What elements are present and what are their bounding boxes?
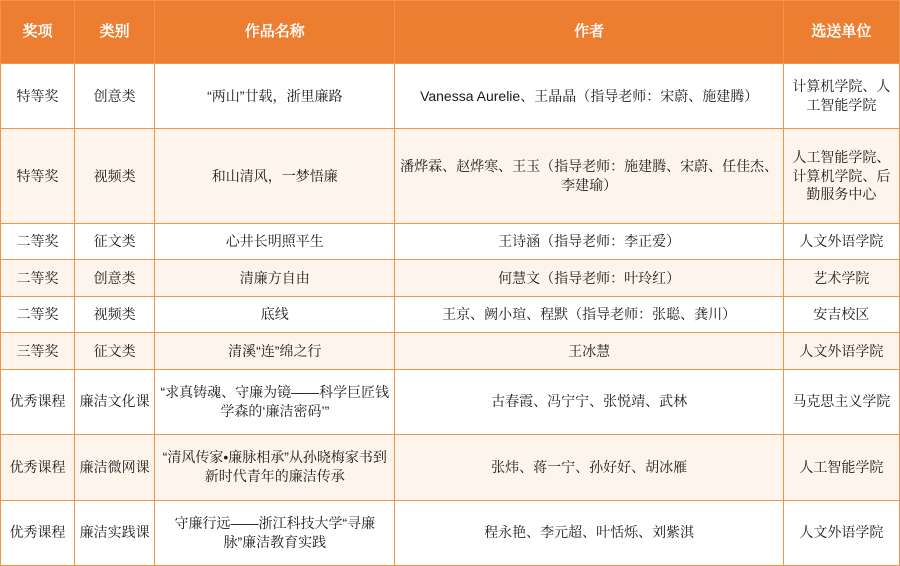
cell-authors: 王京、阙小瑄、程默（指导老师：张聪、龚川）	[395, 296, 783, 333]
column-header-title: 作品名称	[155, 1, 395, 64]
cell-title: “清风传家•廉脉相承”从孙晓梅家书到新时代青年的廉洁传承	[155, 435, 395, 500]
table-row	[1, 223, 900, 260]
cell-award: 二等奖	[1, 260, 75, 297]
cell-unit: 计算机学院、人工智能学院	[783, 64, 899, 129]
table-body	[1, 64, 900, 566]
cell-authors: Vanessa Aurelie、王晶晶（指导老师：宋蔚、施建腾）	[395, 64, 783, 129]
table-row	[1, 64, 900, 129]
cell-title: 清廉方自由	[155, 260, 395, 297]
table-row	[1, 296, 900, 333]
cell-title: 底线	[155, 296, 395, 333]
cell-title: 守廉行远——浙江科技大学“寻廉脉”廉洁教育实践	[155, 500, 395, 565]
cell-award: 特等奖	[1, 129, 75, 223]
table-row	[1, 260, 900, 297]
cell-title: 和山清风，一梦悟廉	[155, 129, 395, 223]
cell-authors: 程永艳、李元超、叶恬烁、刘紫淇	[395, 500, 783, 565]
column-header-award: 奖项	[1, 1, 75, 64]
cell-unit: 人工智能学院	[783, 435, 899, 500]
cell-authors: 张炜、蒋一宁、孙好好、胡冰雁	[395, 435, 783, 500]
cell-authors: 何慧文（指导老师：叶玲红）	[395, 260, 783, 297]
cell-unit: 安吉校区	[783, 296, 899, 333]
column-header-unit: 选送单位	[783, 1, 899, 64]
cell-unit: 人文外语学院	[783, 500, 899, 565]
cell-award: 二等奖	[1, 223, 75, 260]
cell-title: 心井长明照平生	[155, 223, 395, 260]
table-row	[1, 333, 900, 370]
cell-title: “两山”廿载，浙里廉路	[155, 64, 395, 129]
cell-authors: 古春霞、冯宁宁、张悦靖、武林	[395, 369, 783, 434]
table-row	[1, 369, 900, 434]
table-header	[1, 1, 900, 64]
cell-authors: 潘烨霖、赵烨寒、王玉（指导老师：施建腾、宋蔚、任佳杰、李建瑜）	[395, 129, 783, 223]
cell-category: 征文类	[75, 223, 155, 260]
cell-award: 优秀课程	[1, 500, 75, 565]
cell-unit: 人文外语学院	[783, 333, 899, 370]
cell-award: 二等奖	[1, 296, 75, 333]
cell-title: 清溪“连”绵之行	[155, 333, 395, 370]
cell-title: “求真铸魂、守廉为镜——科学巨匠钱学森的‘廉洁密码’”	[155, 369, 395, 434]
column-header-category: 类别	[75, 1, 155, 64]
cell-category: 廉洁实践课	[75, 500, 155, 565]
cell-category: 视频类	[75, 129, 155, 223]
cell-unit: 艺术学院	[783, 260, 899, 297]
cell-unit: 人工智能学院、计算机学院、后勤服务中心	[783, 129, 899, 223]
cell-category: 廉洁微网课	[75, 435, 155, 500]
cell-award: 优秀课程	[1, 369, 75, 434]
cell-award: 特等奖	[1, 64, 75, 129]
cell-award: 三等奖	[1, 333, 75, 370]
cell-category: 征文类	[75, 333, 155, 370]
table-row	[1, 500, 900, 565]
table-row	[1, 435, 900, 500]
cell-category: 创意类	[75, 260, 155, 297]
cell-authors: 王冰慧	[395, 333, 783, 370]
cell-authors: 王诗涵（指导老师：李正爱）	[395, 223, 783, 260]
table-row	[1, 129, 900, 223]
cell-category: 创意类	[75, 64, 155, 129]
cell-category: 视频类	[75, 296, 155, 333]
column-header-authors: 作者	[395, 1, 783, 64]
table-header-row	[1, 1, 900, 64]
cell-category: 廉洁文化课	[75, 369, 155, 434]
cell-award: 优秀课程	[1, 435, 75, 500]
cell-unit: 人文外语学院	[783, 223, 899, 260]
cell-unit: 马克思主义学院	[783, 369, 899, 434]
